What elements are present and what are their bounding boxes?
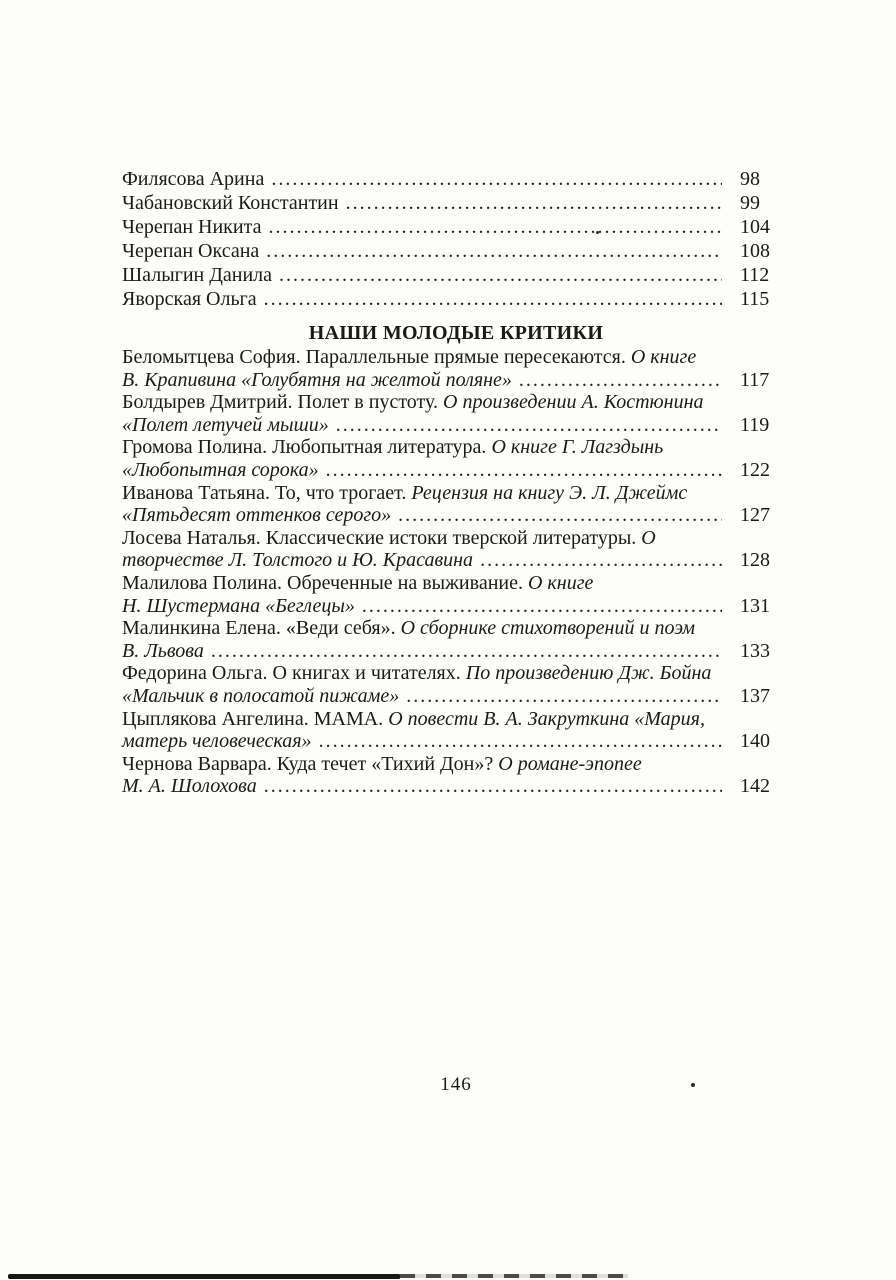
entry-title: Беломытцева София. Параллельные прямые пересекаются. bbox=[122, 346, 631, 368]
entry-line1 bbox=[122, 346, 790, 369]
dot-leader bbox=[326, 459, 722, 482]
entry-line1 bbox=[122, 617, 790, 640]
entry-page-number: 108 bbox=[740, 240, 770, 262]
entry-subtitle: «Мальчик в полосатой пижаме» bbox=[122, 684, 400, 707]
entry-line1 bbox=[122, 708, 790, 731]
entry-name: Яворская Ольга bbox=[122, 288, 257, 310]
entry-name: Черепан Никита bbox=[122, 216, 262, 238]
entry-title: Малинкина Елена. «Веди себя». bbox=[122, 617, 401, 640]
dot-leader bbox=[406, 685, 722, 708]
entry-line2 bbox=[122, 459, 790, 482]
entry-subtitle: О bbox=[641, 526, 656, 549]
entry-page-number: 112 bbox=[740, 264, 770, 286]
dot-leader bbox=[480, 549, 722, 572]
entry-subtitle: В. Крапивина «Голубятня на желтой поляне» bbox=[122, 368, 512, 391]
dot-leader bbox=[336, 414, 722, 437]
entry-page-number: 98 bbox=[740, 168, 760, 190]
entry-title: Малилова Полина. Обреченные на выживание. bbox=[122, 571, 528, 594]
entry-page-number: 133 bbox=[740, 639, 770, 662]
page-number: 146 bbox=[440, 1074, 472, 1095]
entry-page-number: 119 bbox=[740, 413, 770, 436]
toc-entry bbox=[122, 527, 790, 572]
scan-speck bbox=[691, 1083, 695, 1087]
entry-subtitle: матерь человеческая» bbox=[122, 730, 312, 753]
entry-line2 bbox=[122, 414, 790, 437]
entry-name: Филясова Арина bbox=[122, 168, 265, 190]
entry-name: Шалыгин Данила bbox=[122, 264, 273, 286]
section-header: НАШИ МОЛОДЫЕ КРИТИКИ bbox=[308, 322, 604, 344]
entry-subtitle: О повести В. А. Закруткина «Мария, bbox=[388, 707, 705, 730]
scan-speck bbox=[596, 231, 599, 234]
entry-subtitle: О романе-эпопее bbox=[498, 752, 642, 775]
entry-subtitle: творчестве Л. Толстого и Ю. Красавина bbox=[122, 549, 474, 572]
toc-entry bbox=[122, 391, 790, 436]
entry-line2 bbox=[122, 640, 790, 663]
table-of-contents bbox=[122, 167, 790, 798]
entry-page-number: 140 bbox=[740, 730, 770, 753]
entry-name: Чабановский Константин bbox=[122, 192, 339, 214]
entry-subtitle: О сборнике стихотворений и поэм bbox=[400, 617, 696, 640]
entry-title: Федорина Ольга. О книгах и читателях. bbox=[122, 662, 466, 685]
entry-line1 bbox=[122, 753, 790, 776]
toc-author-list bbox=[122, 167, 790, 311]
entry-page-number: 137 bbox=[740, 684, 770, 707]
entry-line1 bbox=[122, 662, 790, 685]
entry-name: Черепан Оксана bbox=[122, 240, 260, 262]
dot-leader bbox=[319, 730, 722, 753]
entry-line1 bbox=[122, 572, 790, 595]
toc-entry bbox=[122, 708, 790, 753]
entry-title: Иванова Татьяна. То, что трогает. bbox=[122, 481, 412, 504]
scan-edge-artifact bbox=[400, 1274, 628, 1278]
dot-leader bbox=[264, 775, 722, 798]
entry-title: Лосева Наталья. Классические истоки тверской литературы. bbox=[122, 526, 642, 549]
entry-subtitle: По произведению Дж. Бойна bbox=[465, 662, 712, 685]
entry-subtitle: «Пятьдесят оттенков серого» bbox=[122, 504, 392, 527]
entry-title: Болдырев Дмитрий. Полет в пустоту. bbox=[122, 391, 444, 414]
toc-entry bbox=[122, 167, 790, 191]
toc-entry bbox=[122, 436, 790, 481]
toc-entry bbox=[122, 662, 790, 707]
entry-line1 bbox=[122, 436, 790, 459]
entry-page-number: 127 bbox=[740, 504, 770, 527]
entry-title: Цыплякова Ангелина. МАМА. bbox=[122, 707, 389, 730]
entry-line2 bbox=[122, 369, 790, 392]
entry-line2 bbox=[122, 775, 790, 798]
toc-entry bbox=[122, 239, 790, 263]
entry-subtitle: Рецензия на книгу Э. Л. Джеймс bbox=[411, 481, 688, 504]
entry-line1 bbox=[122, 527, 790, 550]
entry-subtitle: «Любопытная сорока» bbox=[122, 458, 319, 481]
entry-page-number: 128 bbox=[740, 549, 770, 572]
entry-page-number: 131 bbox=[740, 594, 770, 617]
dot-leader bbox=[398, 504, 722, 527]
entry-page-number: 104 bbox=[740, 216, 770, 238]
toc-entry bbox=[122, 753, 790, 798]
entry-title: Громова Полина. Любопытная литература. bbox=[122, 436, 492, 459]
entry-subtitle: О произведении А. Костюнина bbox=[443, 391, 704, 414]
entry-title: Чернова Варвара. Куда течет «Тихий Дон»? bbox=[122, 752, 499, 775]
entry-subtitle: О книге Г. Лагздынь bbox=[491, 436, 664, 459]
scan-edge-artifact bbox=[8, 1274, 400, 1279]
dot-leader bbox=[268, 215, 722, 239]
toc-entry bbox=[122, 191, 790, 215]
entry-subtitle: «Полет летучей мыши» bbox=[122, 413, 329, 436]
entry-page-number: 122 bbox=[740, 458, 770, 481]
toc-entry bbox=[122, 617, 790, 662]
dot-leader bbox=[271, 167, 722, 191]
toc-entry bbox=[122, 287, 790, 311]
entry-line2 bbox=[122, 730, 790, 753]
entry-subtitle: В. Львова bbox=[122, 639, 204, 662]
dot-leader bbox=[211, 640, 722, 663]
toc-entry bbox=[122, 215, 790, 239]
dot-leader bbox=[264, 287, 722, 311]
toc-entry bbox=[122, 572, 790, 617]
dot-leader bbox=[362, 595, 722, 618]
entry-page-number: 99 bbox=[740, 192, 760, 214]
dot-leader bbox=[519, 369, 722, 392]
entry-line2 bbox=[122, 504, 790, 527]
entry-line2 bbox=[122, 685, 790, 708]
toc-entry bbox=[122, 346, 790, 391]
dot-leader bbox=[279, 263, 722, 287]
entry-line2 bbox=[122, 595, 790, 618]
toc-entry bbox=[122, 482, 790, 527]
entry-subtitle: О книге bbox=[630, 346, 697, 368]
entry-subtitle: О книге bbox=[527, 571, 594, 594]
entry-page-number: 115 bbox=[740, 288, 770, 310]
toc-critic-list bbox=[122, 346, 790, 798]
entry-page-number: 142 bbox=[740, 775, 770, 798]
dot-leader bbox=[346, 191, 722, 215]
entry-subtitle: М. А. Шолохова bbox=[122, 775, 257, 798]
entry-line1 bbox=[122, 482, 790, 505]
dot-leader bbox=[266, 239, 722, 263]
entry-line2 bbox=[122, 549, 790, 572]
toc-entry bbox=[122, 263, 790, 287]
entry-line1 bbox=[122, 391, 790, 414]
entry-subtitle: Н. Шустермана «Беглецы» bbox=[122, 594, 355, 617]
entry-page-number: 117 bbox=[740, 368, 770, 391]
